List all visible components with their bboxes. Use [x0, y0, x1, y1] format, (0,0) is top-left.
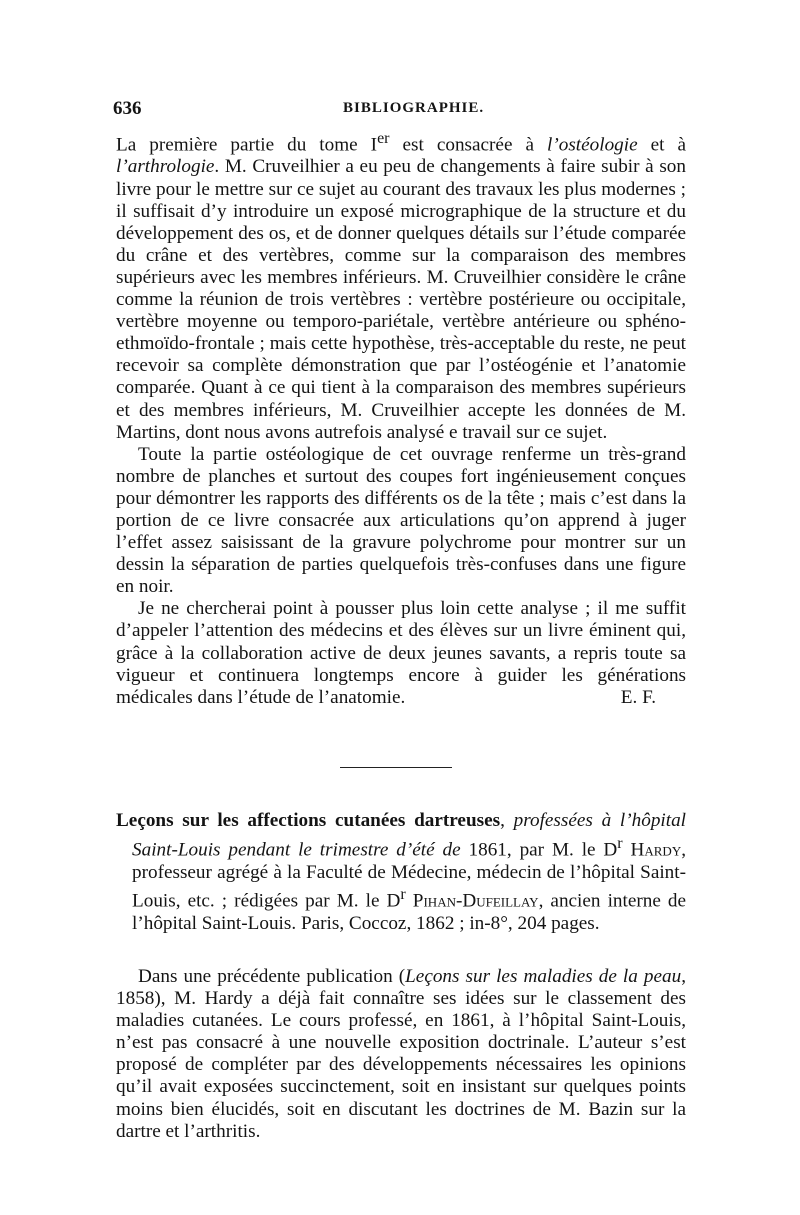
- review-continuation: [116, 128, 686, 709]
- signature: E. F.: [620, 686, 656, 708]
- section-separator: [340, 767, 452, 768]
- page-number: 636: [113, 98, 142, 119]
- running-head: [113, 98, 685, 122]
- new-review-text: [116, 966, 686, 1143]
- paragraph-conclusion: Je ne chercherai point à pousser plus loin cette analyse ; il me suffit d’appeler l’attention des médecins et des élèves sur un livre éminent qui, grâce à la collaboration active de deux jeunes savants, a repris toute sa vigueur et continuera longtemps encore à guider les générations médicales dans l’étude de l’anatomie. E. F.: [116, 598, 686, 708]
- paragraph-osteology: La première partie du tome Ier est consacrée à l’ostéologie et à l’arthrologie. M. Cruveilhier a eu peu de changements à faire subir à son livre pour le mettre sur ce sujet au courant des travaux les plus modernes ; il suffisait d’y introduire un exposé micrographique de la structure et du développement des os, et de donner quelques détails sur l’étude comparée du crâne et des vertèbres, comme sur la comparaison des membres supérieurs avec les membres inférieurs. M. Cruveilhier considère le crâne comme la réunion de trois vertèbres : vertèbre postérieure ou occipitale, vertèbre moyenne ou temporo-pariétale, vertèbre antérieure ou sphéno-ethmoïdo-frontale ; mais cette hypothèse, très-acceptable du reste, ne peut recevoir sa complète démonstration que par l’ostéogénie et l’anatomie comparée. Quant à ce qui tient à la comparaison des membres supérieurs et des membres inférieurs, M. Cruveilhier accepte les données de M. Martins, dont nous avons autrefois analysé e travail sur ce sujet.: [116, 130, 686, 443]
- running-title: BIBLIOGRAPHIE.: [343, 100, 485, 116]
- paragraph-hardy: Dans une précédente publication (Leçons sur les maladies de la peau, 1858), M. Hardy a déjà fait connaître ses idées sur le classement des maladies cutanées. Le cours professé, en 1861, à l’hôpital Saint-Louis, n’est pas consacré à une nouvelle exposition doctrinale. L’auteur s’est proposé de compléter par des développements nécessaires les opinions qu’il avait exposées succinctement, soit en insistant sur quelques points moins bien élucidés, soit en discutant les doctrines de M. Bazin sur la dartre et l’arthritis.: [116, 966, 687, 1142]
- book-entry-heading: Leçons sur les affections cutanées dartreuses, professées à l’hôpital Saint-Louis pendant le trimestre d’été de 1861, par M. le $D^r$ Hardy, professeur agrégé à la Faculté de Médecine, médecin de l’hôpital Saint-Louis, etc. ; rédigées par M. le $D^r$ Pihan-Dufeillay, ancien interne de l’hôpital Saint-Louis. Paris, Coccoz, 1862 ; in-8°, 204 pages.: [116, 810, 687, 935]
- paragraph-plates: Toute la partie ostéologique de cet ouvrage renferme un très-grand nombre de planches et surtout des coupes fort ingénieusement conçues pour démontrer les rapports des différents os de la tête ; mais c’est dans la portion de ce livre consacrée aux articulations qu’on apprend à juger l’effet assez saisissant de la gravure polychrome pour montrer sur un dessin la séparation de parties quelquefois très-confuses dans une figure en noir.: [116, 443, 686, 598]
